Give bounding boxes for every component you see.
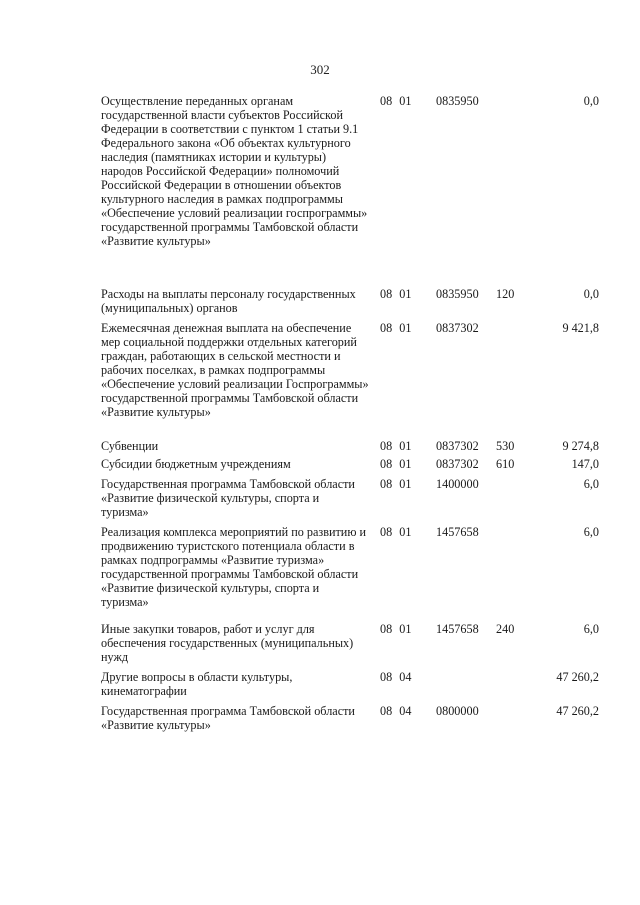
row-amount: 47 260,2 <box>556 704 599 718</box>
table-row <box>0 321 640 439</box>
table-row <box>0 477 640 525</box>
row-target-article: 0837302 <box>436 439 479 453</box>
row-amount: 9 274,8 <box>562 439 599 453</box>
row-section-code: 08 04 <box>380 670 412 684</box>
row-section-code: 08 01 <box>380 439 412 453</box>
table-row <box>0 457 640 477</box>
row-description: Государственная программа Тамбовской области «Развитие культуры» <box>101 704 355 732</box>
row-target-article: 1457658 <box>436 525 479 539</box>
row-section-code: 08 01 <box>380 94 412 108</box>
row-expense-type: 120 <box>496 287 515 301</box>
row-description: Другие вопросы в области культуры, кинематографии <box>101 670 293 698</box>
row-expense-type: 240 <box>496 622 515 636</box>
row-amount: 6,0 <box>583 477 599 491</box>
row-description: Субсидии бюджетным учреждениям <box>101 457 291 471</box>
row-section-code: 08 01 <box>380 287 412 301</box>
row-section-code: 08 01 <box>380 525 412 539</box>
row-target-article: 1457658 <box>436 622 479 636</box>
row-amount: 6,0 <box>583 525 599 539</box>
table-row <box>0 622 640 670</box>
row-expense-type: 530 <box>496 439 515 453</box>
table-row <box>0 287 640 321</box>
row-section-code: 08 01 <box>380 457 412 471</box>
row-amount: 147,0 <box>571 457 599 471</box>
row-description: Субвенции <box>101 439 159 453</box>
row-description: Реализация комплекса мероприятий по развитию и продвижению туристского потенциала области в рамках подпрограммы «Развитие туризма» государственной программы Тамбовской области «Развитие физической культуры, спорта и туризма» <box>101 525 366 609</box>
row-amount: 6,0 <box>583 622 599 636</box>
row-section-code: 08 01 <box>380 477 412 491</box>
row-target-article: 0837302 <box>436 321 479 335</box>
row-section-code: 08 01 <box>380 622 412 636</box>
table-row <box>0 439 640 457</box>
row-description: Осуществление переданных органам государственной власти субъектов Российской Федерации в соответствии с пунктом 1 статьи 9.1 Федерального закона «Об объектах культурного наследия (памятниках истории и культуры) народов Российской Федерации» полномочий Российской Федерации в отношении объектов культурного наследия в рамках подпрограммы «Обеспечение условий реализации госпрограммы» государственной программы Тамбовской области «Развитие культуры» <box>101 94 368 248</box>
page-number: 302 <box>310 62 330 77</box>
row-target-article: 0835950 <box>436 94 479 108</box>
table-row <box>0 525 640 622</box>
row-amount: 0,0 <box>583 287 599 301</box>
row-description: Ежемесячная денежная выплата на обеспечение мер социальной поддержки отдельных категорий граждан, работающих в сельской местности и рабочих поселках, в рамках подпрограммы «Обеспечение условий реализации Госпрограммы» государственной программы Тамбовской области «Развитие культуры» <box>101 321 369 419</box>
row-description: Иные закупки товаров, работ и услуг для обеспечения государственных (муниципальных) нужд <box>101 622 354 664</box>
row-amount: 9 421,8 <box>562 321 599 335</box>
row-description: Государственная программа Тамбовской области «Развитие физической культуры, спорта и туризма» <box>101 477 355 519</box>
table-row <box>0 670 640 704</box>
row-section-code: 08 04 <box>380 704 412 718</box>
row-target-article: 1400000 <box>436 477 479 491</box>
table-row <box>0 94 640 287</box>
row-amount: 0,0 <box>583 94 599 108</box>
row-target-article: 0837302 <box>436 457 479 471</box>
row-amount: 47 260,2 <box>556 670 599 684</box>
row-expense-type: 610 <box>496 457 515 471</box>
table-row <box>0 704 640 738</box>
budget-table <box>0 94 640 738</box>
row-description: Расходы на выплаты персоналу государственных (муниципальных) органов <box>101 287 356 315</box>
row-target-article: 0835950 <box>436 287 479 301</box>
row-target-article: 0800000 <box>436 704 479 718</box>
row-section-code: 08 01 <box>380 321 412 335</box>
